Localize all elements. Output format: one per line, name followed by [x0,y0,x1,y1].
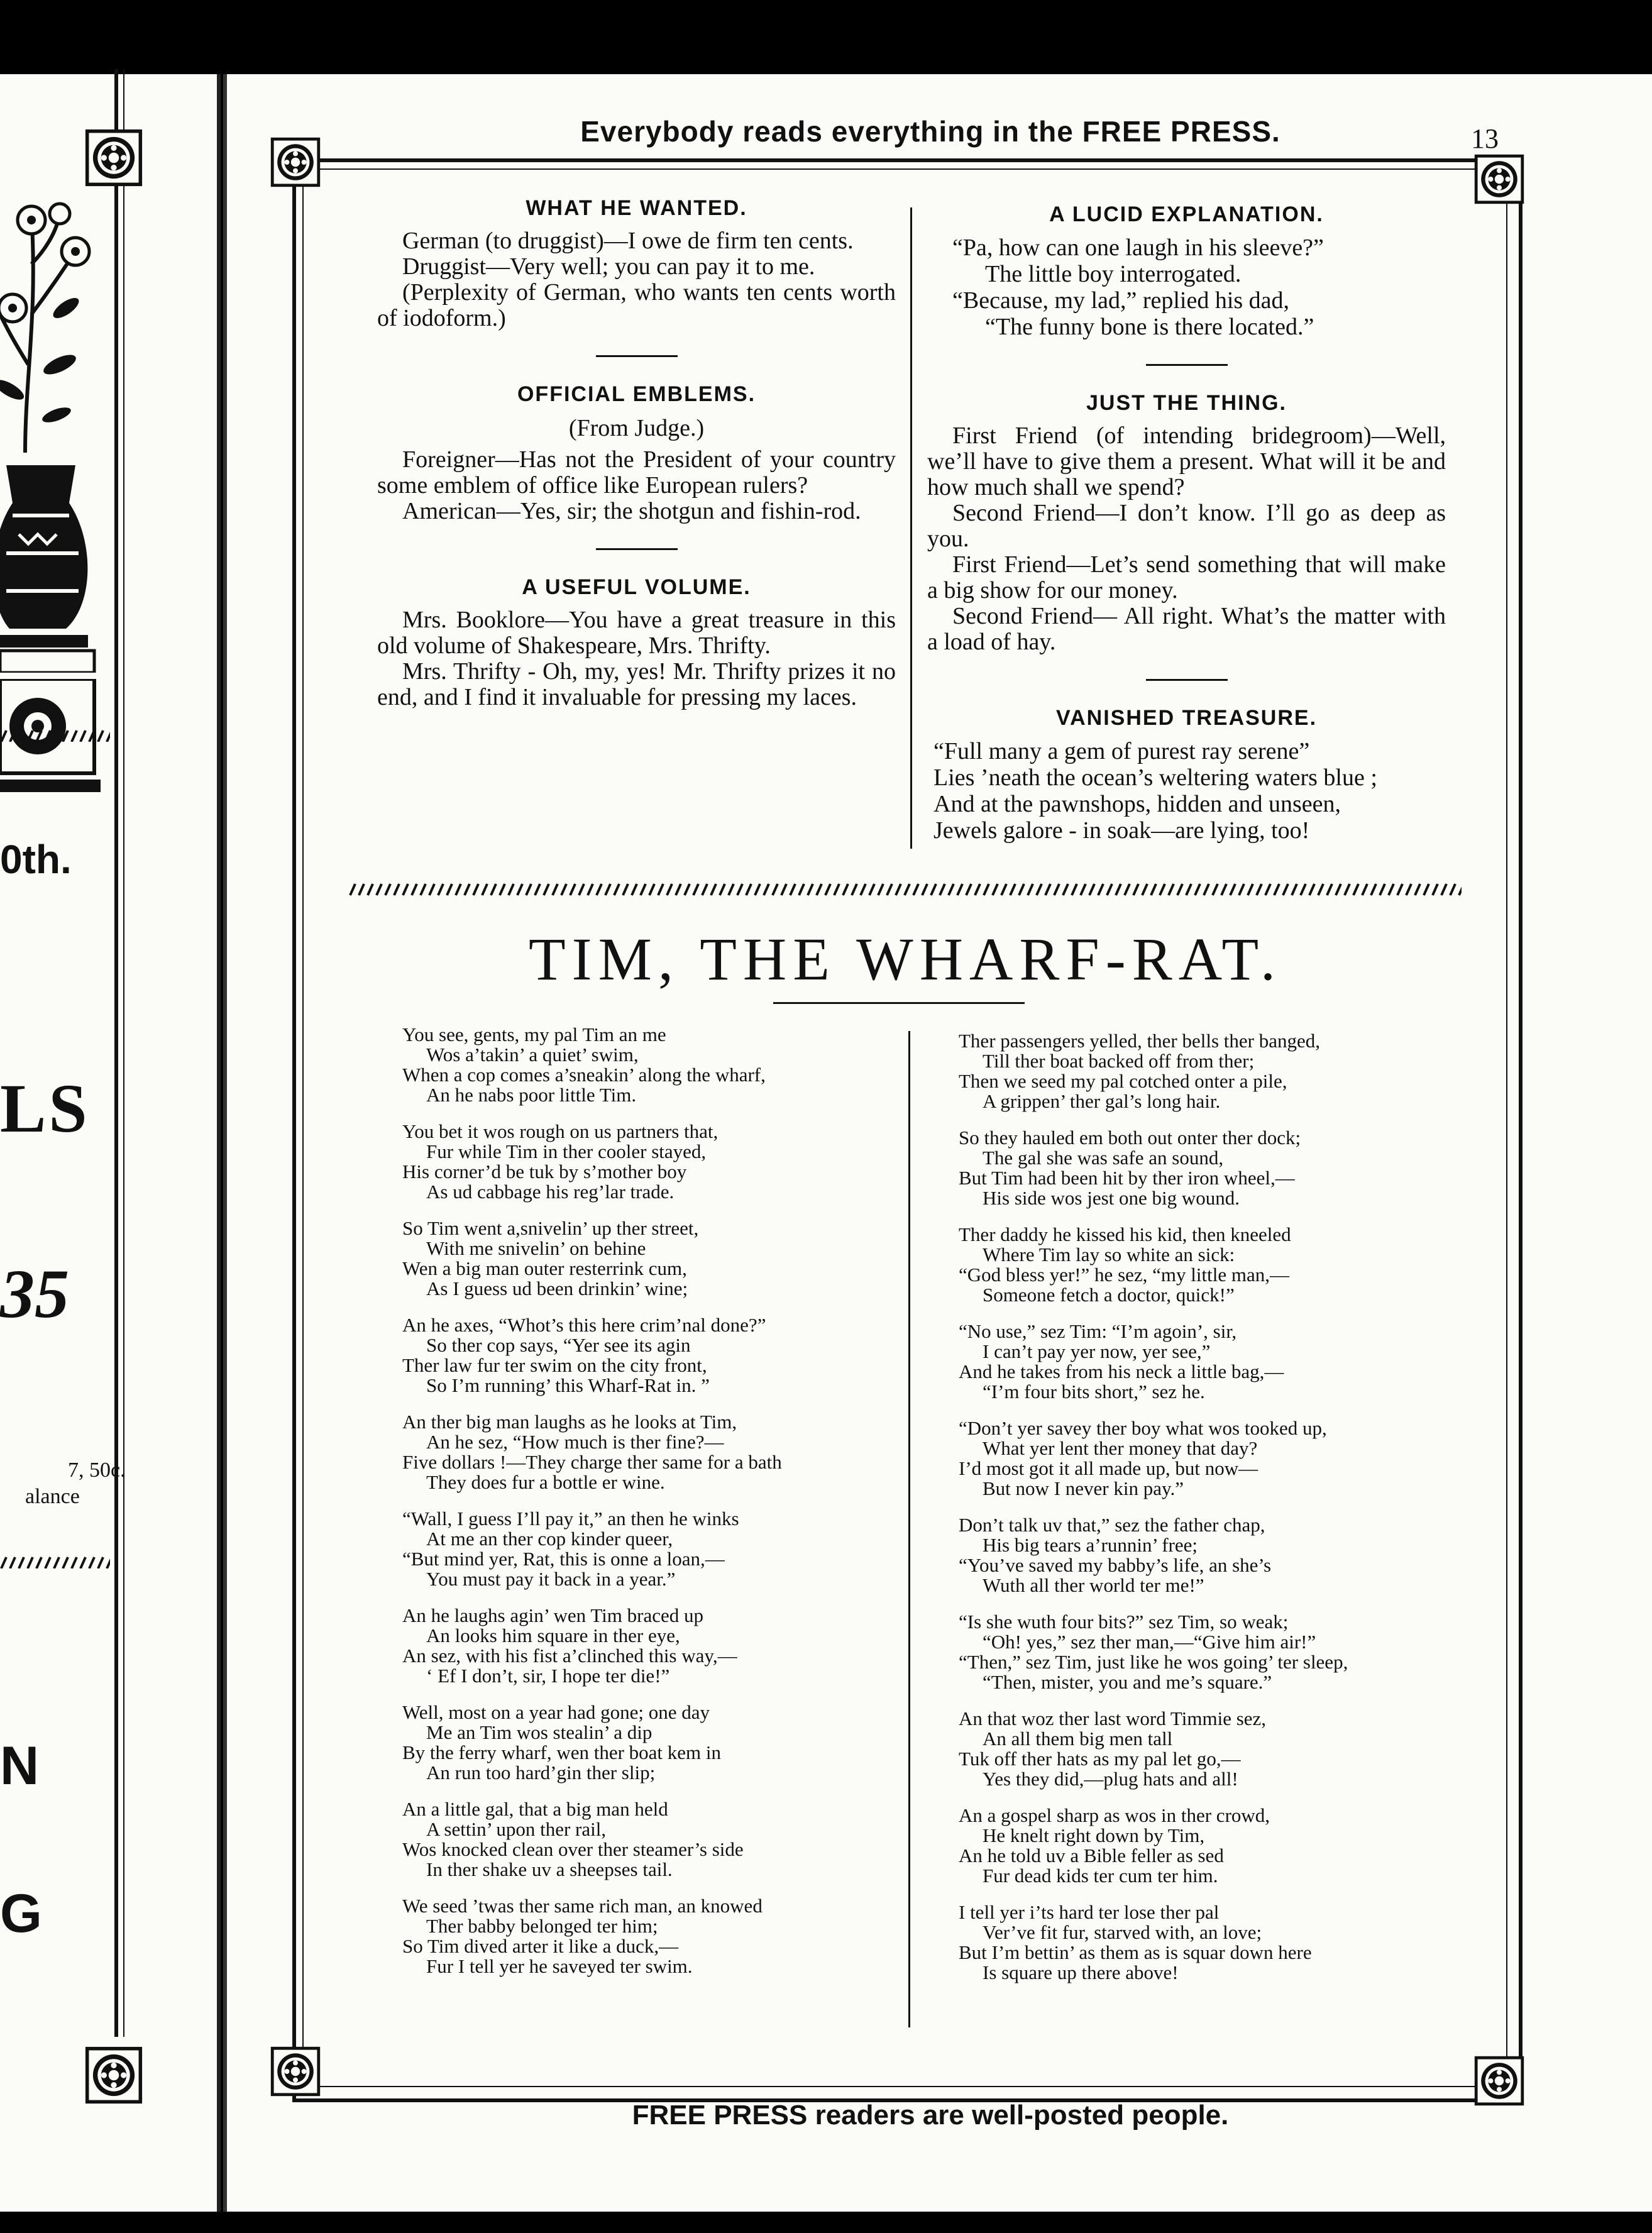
poem-line: A grippen’ ther gal’s long hair. [983,1090,1221,1112]
page-header: Everybody reads everything in the FREE PRESS. [580,115,1280,148]
poem-line: You must pay it back in a year.” [426,1568,676,1590]
poem-line: Fur I tell yer he saveyed ter swim. [426,1955,693,1977]
section-divider [1146,679,1228,681]
article-title: WHAT HE WANTED. [526,196,747,220]
adjacent-fragment-text: 7, 50c. [68,1458,126,1482]
corner-rosette-icon [1474,2056,1524,2106]
poem-line: “Don’t yer savey ther boy what wos tooked up, [959,1417,1327,1439]
poem-line: Well, most on a year had gone; one day [402,1701,710,1723]
poem-line: Where Tim lay so white an sick: [983,1243,1235,1265]
poem-line: Don’t talk uv that,” sez the father chap, [959,1514,1265,1536]
poem-line: Fur dead kids ter cum ter him. [983,1865,1218,1887]
poem-line: I tell yer i’ts hard ter lose ther pal [959,1901,1220,1923]
poem-stanza [959,1418,1449,1499]
poem-line: Wuth all ther world ter me!” [983,1574,1204,1596]
poem-line: An looks him square in ther eye, [426,1624,680,1646]
poem-line: So Tim dived arter it like a duck,— [402,1935,679,1957]
poem-line: “Then, mister, you and me’s square.” [983,1671,1272,1693]
poem-line: Then we seed my pal cotched onter a pile, [959,1070,1287,1092]
corner-rosette-icon [270,2046,321,2097]
poem-line: An he laughs agin’ wen Tim braced up [402,1604,703,1626]
hatch-divider [349,883,1462,896]
adjacent-fragment-text: 0th. [0,837,72,882]
poem-stanza [402,1509,893,1589]
poem-line: His big tears a’runnin’ free; [983,1534,1198,1556]
article-paragraph: Second Friend— All right. What’s the matter with a load of hay. [927,603,1446,655]
poem-line: An a gospel sharp as wos in ther crowd, [959,1804,1270,1826]
poem-line: He knelt right down by Tim, [983,1824,1205,1846]
poem-line: Someone fetch a doctor, quick!” [983,1284,1235,1306]
article-paragraph: Mrs. Thrifty - Oh, my, yes! Mr. Thrifty prizes it no end, and I find it invaluable for pressing my laces. [377,658,896,710]
poem-line: “Oh! yes,” sez ther man,—“Give him air!” [983,1631,1316,1653]
article-paragraph: First Friend—Let’s send something that will make a big show for our money. [927,551,1446,604]
poem-line: I’d most got it all made up, but now— [959,1457,1258,1479]
poem-line: “You’ve saved my babby’s life, an she’s [959,1554,1272,1576]
article-title: VANISHED TREASURE. [1055,706,1318,730]
poem-line: But I’m bettin’ as them as is squar down here [959,1941,1312,1963]
poem-stanza [402,1025,893,1105]
poem-line: What yer lent ther money that day? [983,1437,1258,1459]
poem-line: Tuk off ther hats as my pal let go,— [959,1748,1241,1770]
poem-line: An all them big men tall [983,1728,1173,1750]
article-subtitle: (From Judge.) [568,415,705,441]
verse-line: “Because, my lad,” replied his dad, [952,287,1290,314]
article-paragraph: American—Yes, sir; the shotgun and fishin-rod. [402,498,861,524]
article-paragraph: German (to druggist)—I owe de firm ten cents. [402,228,854,254]
poem-line: His corner’d be tuk by s’mother boy [402,1161,687,1183]
poem-stanza [959,1321,1449,1402]
poem-line: Ver’ve fit fur, starved with, an love; [983,1921,1262,1943]
poem-line: So Tim went a,snivelin’ up ther street, [402,1217,699,1239]
title-underline [773,1002,1025,1004]
poem-stanza [402,1896,893,1977]
poem-line: With me snivelin’ on behine [426,1237,646,1259]
poem-line: ‘ Ef I don’t, sir, I hope ter die!” [426,1665,670,1687]
poem-line: Five dollars !—They charge ther same for a bath [402,1451,782,1473]
article-paragraph: First Friend (of intending bridegroom)—Well, we’ll have to give them a present. What will it be and how much shall we spend? [927,422,1446,500]
adjacent-fragment-text: G [0,1883,42,1944]
poem-line: Wen a big man outer resterrink cum, [402,1257,687,1279]
poem-line: As ud cabbage his reg’lar trade. [426,1181,675,1203]
poem-line: At me an ther cop kinder queer, [426,1528,673,1550]
poem-line: A settin’ upon ther rail, [426,1818,607,1840]
poem-line: An he axes, “Whot’s this here crim’nal done?” [402,1314,766,1336]
poem-line: “I’m four bits short,” sez he. [983,1381,1205,1403]
poem-stanza [959,1225,1449,1305]
poem-line: Ther daddy he kissed his kid, then kneeled [959,1223,1291,1245]
poem-stanza [402,1412,893,1492]
poem-line: “Is she wuth four bits?” sez Tim, so weak; [959,1611,1289,1633]
poem-stanza [402,1606,893,1686]
poem-line: Wos a’takin’ a quiet’ swim, [426,1044,639,1066]
article-paragraph: Mrs. Booklore—You have a great treasure in this old volume of Shakespeare, Mrs. Thrifty. [377,607,896,659]
poem-line: Ther babby belonged ter him; [426,1915,658,1937]
poem-line: I can’t pay yer now, yer see,” [983,1340,1211,1362]
poem-line: We seed ’twas ther same rich man, an knowed [402,1895,763,1917]
poem-stanza [959,1128,1449,1208]
article-paragraph: Foreigner—Has not the President of your country some emblem of office like European rulers? [377,446,896,499]
poem-line: You see, gents, my pal Tim an me [402,1023,666,1045]
article-paragraph: Druggist—Very well; you can pay it to me. [402,253,815,280]
poem-line: As I guess ud been drinkin’ wine; [426,1277,688,1299]
verse-line: The little boy interrogated. [985,261,1242,287]
hatch-divider [0,729,110,742]
poem-right-column [959,1031,1449,1999]
poem-stanza [959,1612,1449,1692]
poem-stanza [402,1122,893,1202]
hatch-divider [0,1556,110,1569]
poem-line: In ther shake uv a sheepses tail. [426,1858,673,1880]
poem-stanza [959,1902,1449,1983]
article-title: A USEFUL VOLUME. [522,575,751,599]
poem-line: Fur while Tim in ther cooler stayed, [426,1140,707,1162]
page-number: 13 [1471,123,1499,154]
section-divider [596,355,678,357]
poem-line: An he sez, “How much is ther fine?— [426,1431,724,1453]
adjacent-page-border-inner [123,69,124,2037]
poem-line: And he takes from his neck a little bag,— [959,1360,1284,1382]
poem-line: When a cop comes a’sneakin’ along the wharf, [402,1064,766,1086]
verse-line: “The funny bone is there located.” [985,314,1314,340]
poem-line: An run too hard’gin ther slip; [426,1762,656,1784]
adjacent-page-border [114,69,118,2037]
corner-rosette-icon [85,2046,143,2104]
poem-line: “But mind yer, Rat, this is onne a loan,— [402,1548,725,1570]
adjacent-fragment-text: LS [0,1070,90,1147]
poem-line: So ther cop says, “Yer see its agin [426,1334,691,1356]
poem-left-column [402,1025,893,1993]
poem-line: Yes they did,—plug hats and all! [983,1768,1238,1790]
article-title: A LUCID EXPLANATION. [1049,202,1324,226]
verse-line: “Pa, how can one laugh in his sleeve?” [952,234,1324,261]
poem-line: “Wall, I guess I’ll pay it,” an then he winks [402,1508,739,1530]
poem-line: His side wos jest one big wound. [983,1187,1240,1209]
poem-line: The gal she was safe an sound, [983,1147,1224,1169]
article-title: JUST THE THING. [1086,391,1287,415]
poem-stanza [959,1031,1449,1111]
verse-line: And at the pawnshops, hidden and unseen, [933,791,1341,817]
verse-line: Jewels galore - in soak—are lying, too! [933,817,1310,844]
poem-line: By the ferry wharf, wen ther boat kem in [402,1741,722,1763]
poem-line: They does fur a bottle er wine. [426,1471,665,1493]
adjacent-fragment-text: N [0,1736,40,1796]
poem-line: “No use,” sez Tim: “I’m agoin’, sir, [959,1320,1237,1342]
column-divider [910,207,912,849]
poem-stanza [402,1218,893,1299]
flower-vase-illustration [0,126,110,673]
verse-line: Lies ’neath the ocean’s weltering waters blue ; [933,764,1377,791]
poem-line: Ther law fur ter swim on the city front, [402,1354,707,1376]
column-divider [908,1031,910,2027]
right-article-column [927,202,1446,844]
article-paragraph: (Perplexity of German, who wants ten cents worth of iodoform.) [377,279,896,331]
poem-line: “Then,” sez Tim, just like he wos going’ ter sleep, [959,1651,1348,1673]
poem-title: TIM, THE WHARF-RAT. [529,925,1282,993]
poem-line: You bet it wos rough on us partners that, [402,1120,719,1142]
article-title: OFFICIAL EMBLEMS. [517,382,756,406]
corner-rosette-icon [1474,154,1524,204]
poem-line: An sez, with his fist a’clinched this way,— [402,1645,737,1667]
section-divider [1146,364,1228,366]
poem-line: So I’m running’ this Wharf-Rat in. ” [426,1374,710,1396]
page-footer: FREE PRESS readers are well-posted people. [632,2100,1229,2131]
poem-line: But now I never kin pay.” [983,1477,1184,1499]
verse-line: “Full many a gem of purest ray serene” [933,738,1310,764]
article-paragraph: Second Friend—I don’t know. I’ll go as deep as you. [927,500,1446,552]
poem-line: An a little gal, that a big man held [402,1798,668,1820]
poem-line: Ther passengers yelled, ther bells ther banged, [959,1030,1321,1052]
poem-line: Is square up there above! [983,1961,1179,1983]
poem-line: An ther big man laughs as he looks at Tim, [402,1411,737,1433]
poem-stanza [402,1315,893,1396]
poem-line: Me an Tim wos stealin’ a dip [426,1721,653,1743]
poem-stanza [959,1709,1449,1789]
poem-stanza [959,1806,1449,1886]
left-article-column [377,196,896,710]
poem-line: Till ther boat backed off from ther; [983,1050,1255,1072]
poem-stanza [402,1702,893,1783]
adjacent-fragment-text: alance [25,1485,80,1508]
poem-line: Wos knocked clean over ther steamer’s side [402,1838,744,1860]
section-divider [596,548,678,550]
corner-rosette-icon [270,137,321,187]
poem-stanza [959,1515,1449,1596]
poem-line: An that woz ther last word Timmie sez, [959,1707,1267,1729]
poem-line: So they hauled em both out onter ther dock; [959,1127,1301,1149]
poem-line: “God bless yer!” he sez, “my little man,— [959,1264,1289,1286]
poem-stanza [402,1799,893,1880]
poem-line: An he nabs poor little Tim. [426,1084,637,1106]
poem-line: But Tim had been hit by ther iron wheel,— [959,1167,1295,1189]
poem-line: An he told uv a Bible feller as sed [959,1844,1224,1866]
adjacent-fragment-text: 35 [0,1255,69,1332]
